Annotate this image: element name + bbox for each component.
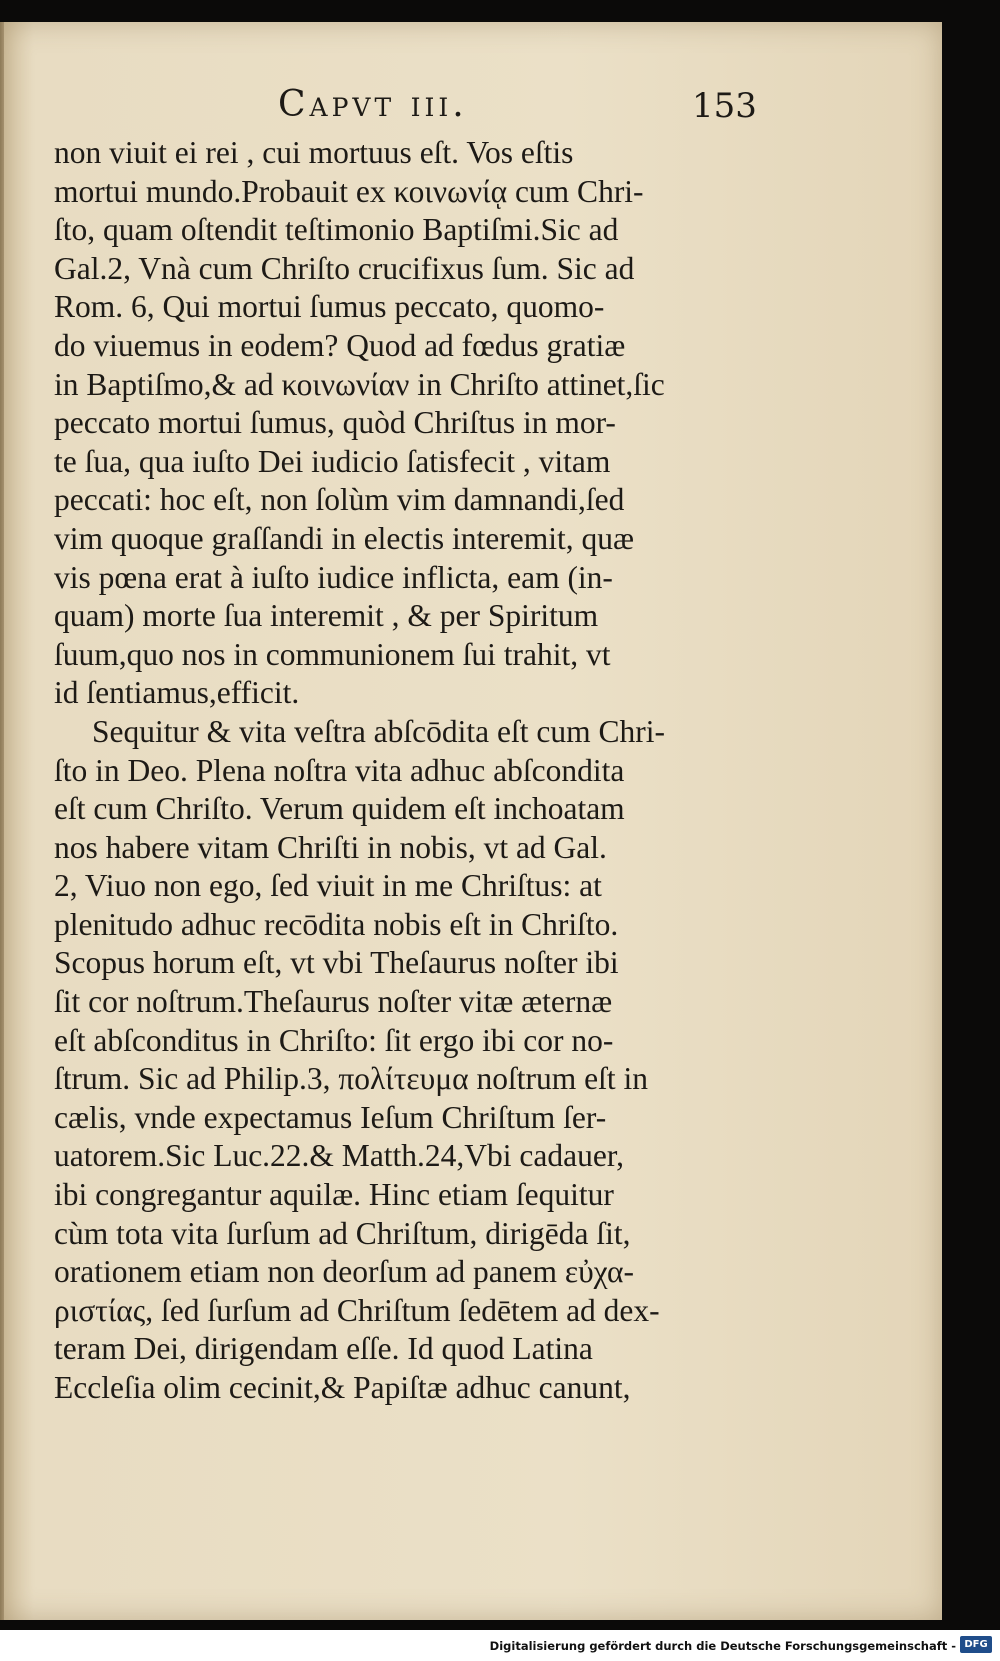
text-line: ſit cor noſtrum.Theſaurus noſter vitæ æternæ (54, 984, 613, 1020)
text-line: ριστίας, ſed ſurſum ad Chriſtum ſedētem ad dex- (54, 1292, 660, 1328)
text-line: vim quoque graſſandi in electis interemit, quæ (54, 520, 634, 556)
text-line: ibi congregantur aquilæ. Hinc etiam ſequitur (54, 1177, 614, 1213)
dfg-logo: DFG (960, 1636, 992, 1653)
running-head: Capvt iii. (278, 84, 468, 125)
text-line: Sequitur & vita veſtra abſcōdita eſt cum Chri- (92, 713, 665, 749)
text-line: eſt cum Chriſto. Verum quidem eſt inchoatam (54, 791, 625, 827)
digitization-footer (0, 1630, 1000, 1661)
text-line: ſto in Deo. Plena noſtra vita adhuc abſcondita (54, 752, 625, 788)
scan-bottom-edge (0, 1620, 1000, 1630)
text-line: teram Dei, dirigendam eſſe. Id quod Latina (54, 1331, 593, 1367)
text-line: ſuum,quo nos in communionem ſui trahit, vt (54, 636, 611, 672)
text-line: quam) morte ſua interemit , & per Spiritum (54, 598, 599, 634)
text-line: cælis, vnde expectamus Ieſum Chriſtum ſer- (54, 1099, 607, 1135)
text-line: do viuemus in eodem? Quod ad fœdus gratiæ (54, 327, 626, 363)
text-line: id ſentiamus,efficit. (54, 675, 300, 711)
text-line: uatorem.Sic Luc.22.& Matth.24,Vbi cadauer, (54, 1138, 624, 1174)
book-page (4, 22, 942, 1620)
text-line: eſt abſconditus in Chriſto: ſit ergo ibi cor no- (54, 1022, 614, 1058)
text-line: peccati: hoc eſt, non ſolùm vim damnandi,ſed (54, 482, 625, 518)
text-line: te ſua, qua iuſto Dei iudicio ſatisfecit , vitam (54, 443, 611, 479)
text-line: ſto, quam oſtendit teſtimonio Baptiſmi.Sic ad (54, 212, 619, 248)
text-line: orationem etiam non deorſum ad panem εὐχα- (54, 1254, 634, 1290)
page-number: 153 (692, 86, 757, 126)
funding-credit: Digitalisierung gefördert durch die Deutsche Forschungsgemeinschaft - (489, 1639, 956, 1653)
text-line: non viuit ei rei , cui mortuus eſt. Vos eſtis (54, 135, 574, 170)
text-line: peccato mortui ſumus, quòd Chriſtus in mor- (54, 405, 616, 441)
text-line: Eccleſia olim cecinit,& Papiſtæ adhuc canunt, (54, 1370, 631, 1405)
text-line: cùm tota vita ſurſum ad Chriſtum, dirigēda ſit, (54, 1215, 631, 1251)
text-line: mortui mundo.Probauit ex κοινωνίᾳ cum Chri- (54, 173, 644, 209)
text-line: plenitudo adhuc recōdita nobis eſt in Chriſto. (54, 906, 619, 942)
text-line: Scopus horum eſt, vt vbi Theſaurus noſter ibi (54, 945, 619, 981)
text-line: vis pœna erat à iuſto iudice inflicta, eam (in- (54, 559, 613, 595)
text-line: 2, Viuo non ego, ſed viuit in me Chriſtus: at (54, 868, 602, 904)
page-gutter-shadow (942, 22, 1000, 1620)
page-header (4, 78, 942, 128)
text-line: in Baptiſmo,& ad κοινωνίαν in Chriſto attinet,ſic (54, 366, 665, 402)
text-line: Gal.2, Vnà cum Chriſto crucifixus ſum. Sic ad (54, 250, 635, 286)
text-line: Rom. 6, Qui mortui ſumus peccato, quomo- (54, 289, 605, 325)
text-line: nos habere vitam Chriſti in nobis, vt ad Gal. (54, 829, 607, 865)
text-line: ſtrum. Sic ad Philip.3, πολίτευμα noſtrum eſt in (54, 1061, 649, 1097)
body-text (54, 134, 744, 1408)
